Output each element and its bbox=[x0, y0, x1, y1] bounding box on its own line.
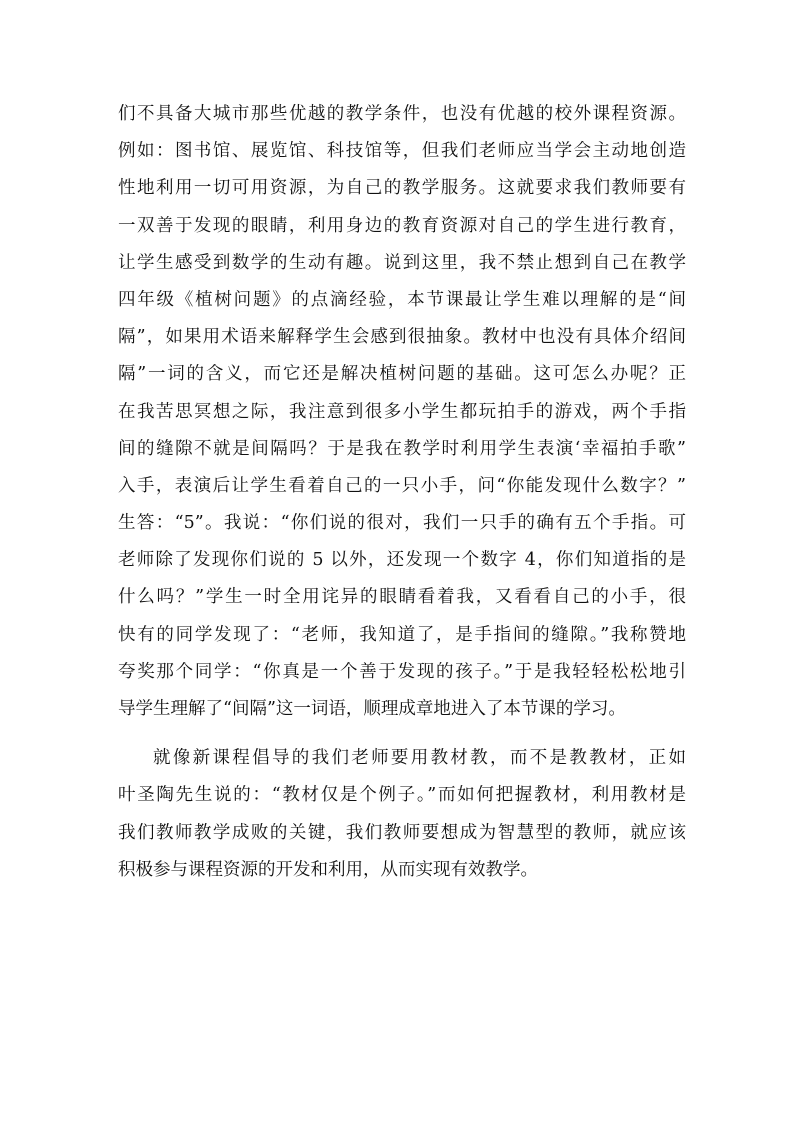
paragraph-2 bbox=[118, 740, 686, 889]
text-line: 一双善于发现的眼睛，利用身边的教育资源对自己的学生进行教育， bbox=[118, 215, 686, 236]
document-body bbox=[118, 96, 686, 889]
text-line: 老师除了发现你们说的 5 以外，还发现一个数字 4，你们知道指的是 bbox=[118, 550, 686, 571]
text-line: 叶圣陶先生说的：“教材仅是个例子。”而如何把握教材，利用教材是 bbox=[118, 785, 686, 806]
text-line: 入手，表演后让学生看着自己的一只小手，问“你能发现什么数字？” bbox=[118, 475, 686, 496]
text-line: 什么吗？”学生一时全用诧异的眼睛看着我，又看看自己的小手，很 bbox=[118, 587, 686, 608]
paragraph-gap bbox=[118, 728, 686, 740]
text-line: 就像新课程倡导的我们老师要用教材教，而不是教教材，正如 bbox=[153, 748, 686, 769]
text-line: 隔”一词的含义，而它还是解决植树问题的基础。这可怎么办呢？正 bbox=[118, 364, 686, 385]
text-line: 例如：图书馆、展览馆、科技馆等，但我们老师应当学会主动地创造 bbox=[118, 141, 686, 162]
text-line: 们不具备大城市那些优越的教学条件，也没有优越的校外课程资源。 bbox=[118, 104, 686, 124]
text-line: 我们教师教学成败的关键，我们教师要想成为智慧型的教师，就应该 bbox=[118, 822, 686, 843]
text-line: 生答：“5”。我说：“你们说的很对，我们一只手的确有五个手指。可 bbox=[118, 513, 686, 534]
paragraph-1 bbox=[118, 96, 686, 728]
text-line: 导学生理解了“间隔”这一词语，顺理成章地进入了本节课的学习。 bbox=[118, 699, 626, 719]
text-line: 四年级《植树问题》的点滴经验，本节课最让学生难以理解的是“间 bbox=[118, 289, 686, 310]
text-line: 积极参与课程资源的开发和利用，从而实现有效教学。 bbox=[118, 859, 538, 880]
text-line: 让学生感受到数学的生动有趣。说到这里，我不禁止想到自己在教学 bbox=[118, 252, 686, 273]
text-line: 间的缝隙不就是间隔吗？于是我在教学时利用学生表演‘幸福拍手歌” bbox=[118, 438, 686, 459]
text-line: 性地利用一切可用资源，为自己的教学服务。这就要求我们教师要有 bbox=[118, 178, 686, 199]
text-line: 隔”，如果用术语来解释学生会感到很抽象。教材中也没有具体介绍间 bbox=[118, 327, 686, 348]
text-line: 夸奖那个同学：“你真是一个善于发现的孩子。”于是我轻轻松松地引 bbox=[118, 661, 686, 682]
text-line: 快有的同学发现了：“老师，我知道了，是手指间的缝隙。”我称赞地 bbox=[118, 624, 686, 645]
text-line: 在我苦思冥想之际，我注意到很多小学生都玩拍手的游戏，两个手指 bbox=[118, 401, 686, 422]
